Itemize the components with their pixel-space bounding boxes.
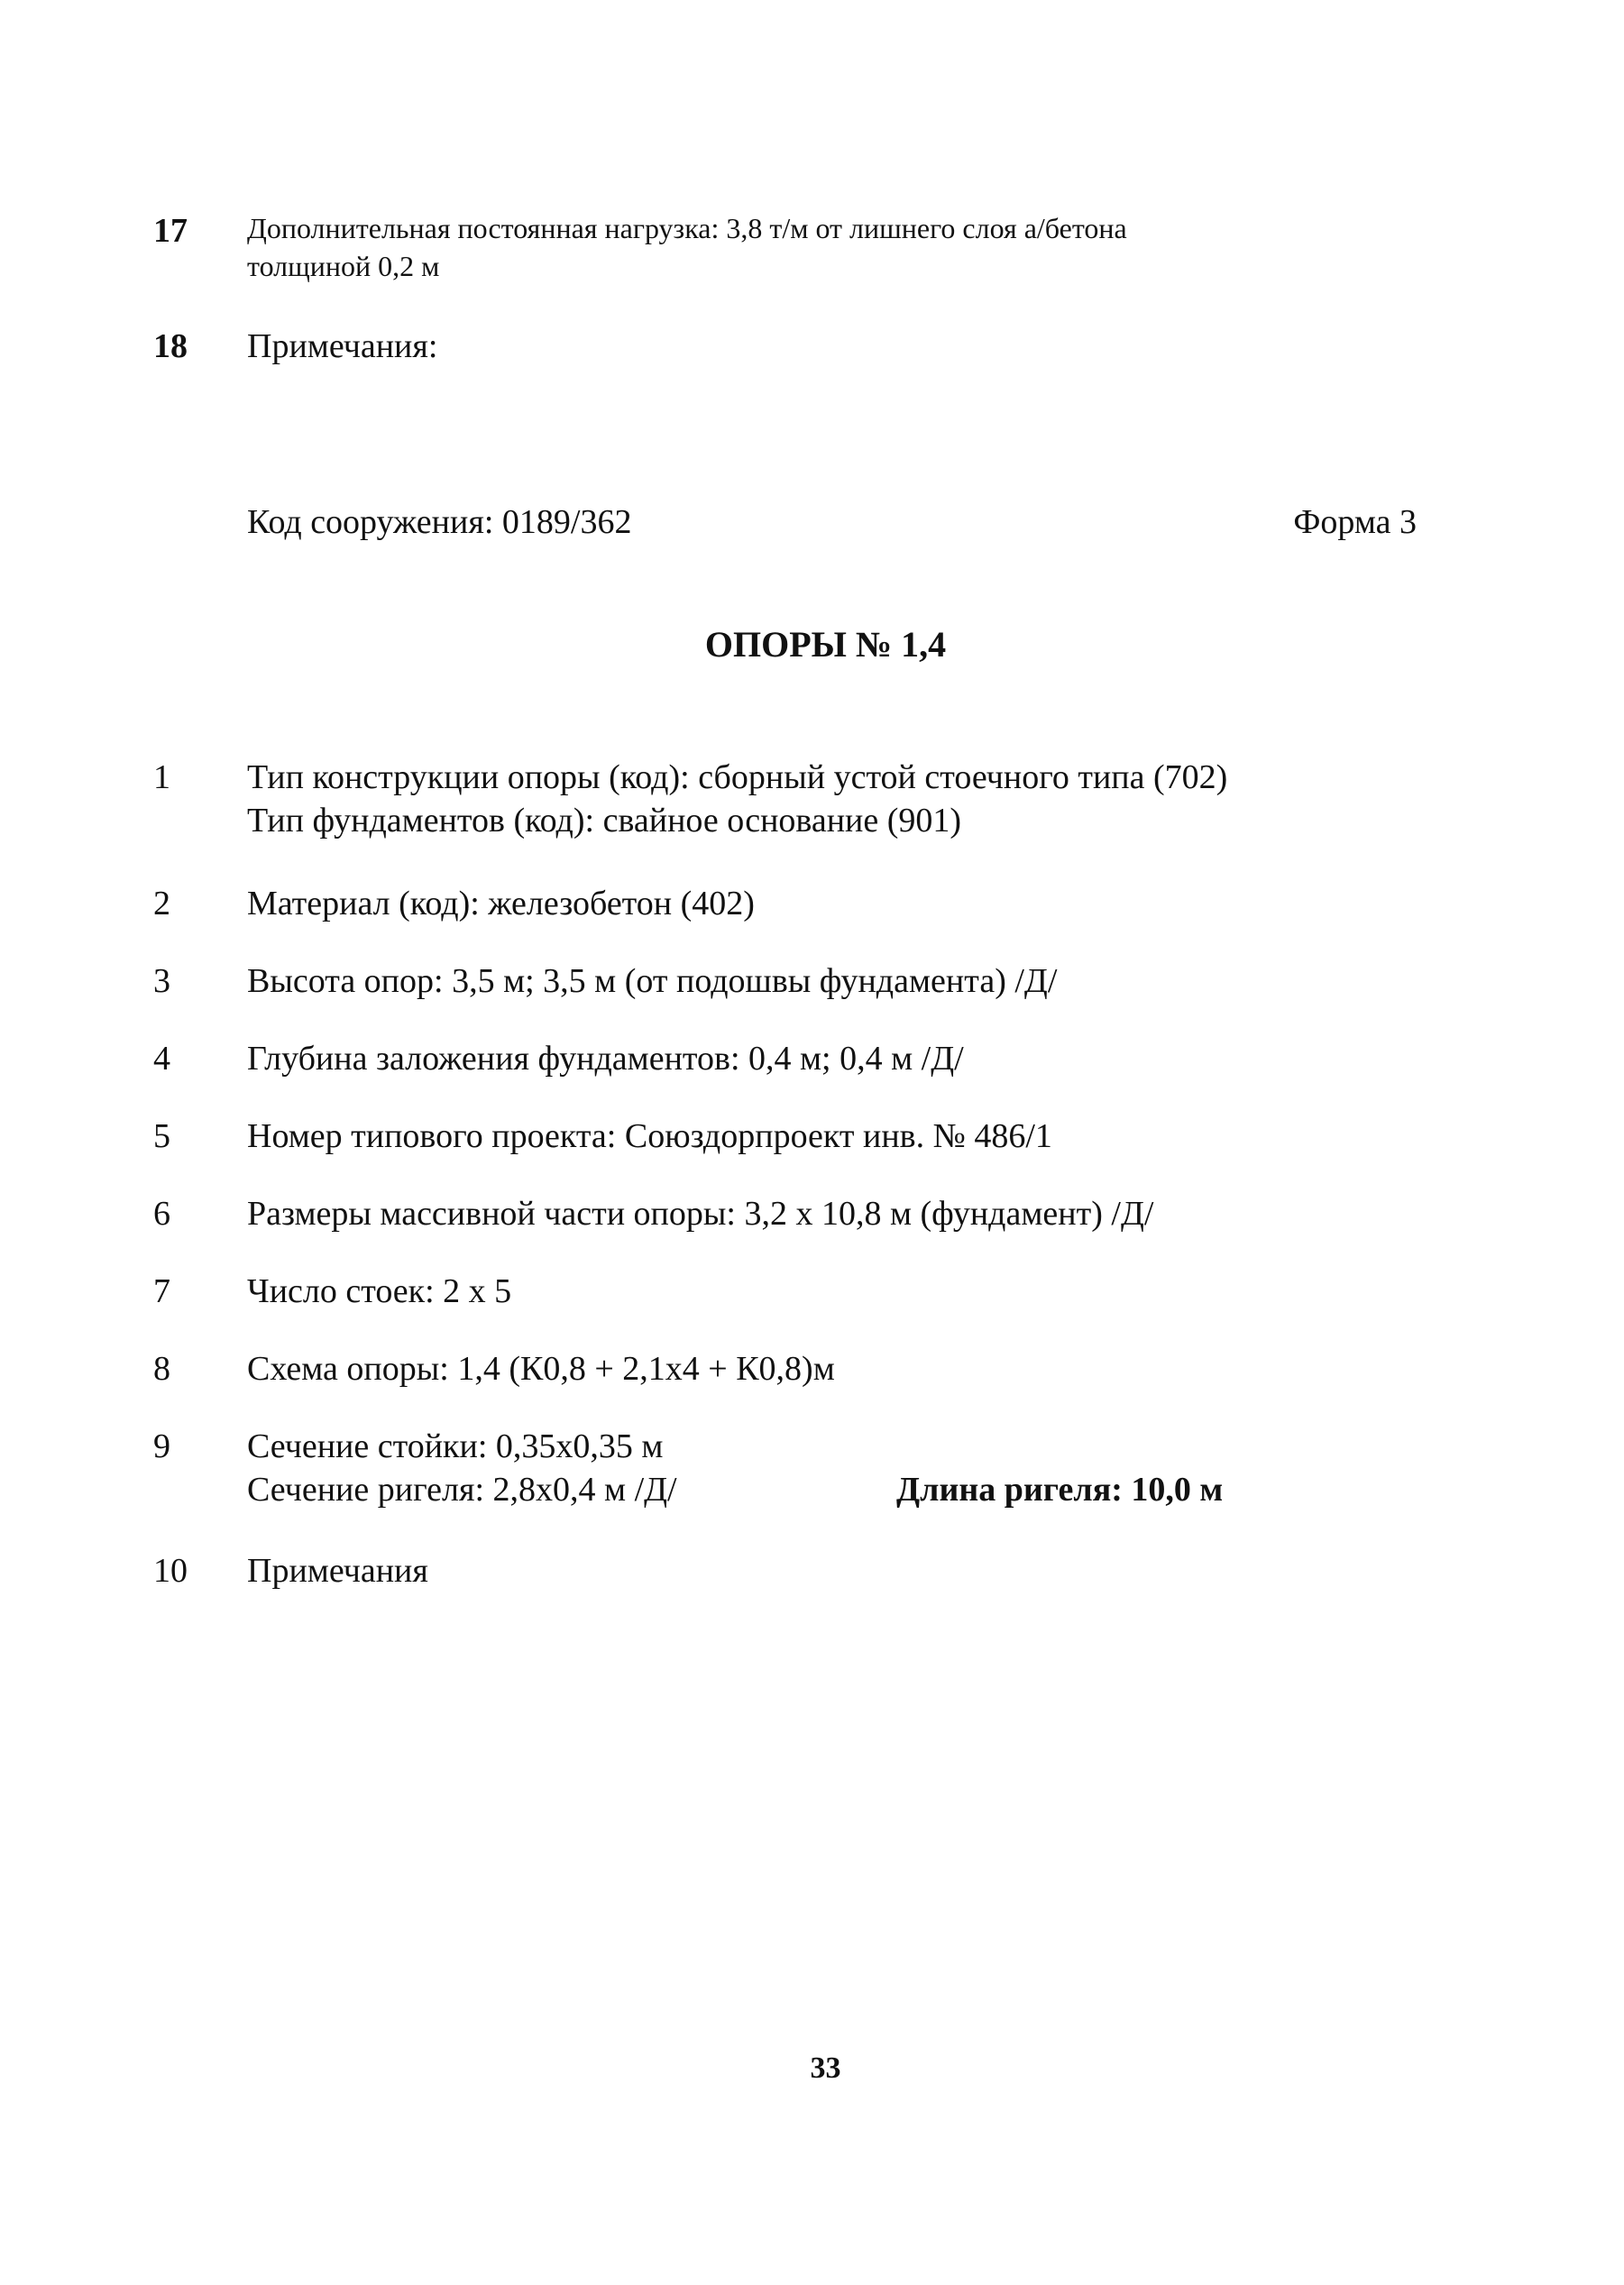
item-number: 4 xyxy=(153,1040,170,1078)
item-text-line1: Высота опор: 3,5 м; 3,5 м (от подошвы фундамента) /Д/ xyxy=(247,962,1058,1000)
item-number: 9 xyxy=(153,1427,170,1465)
item-number: 3 xyxy=(153,962,170,1000)
form-label: Форма 3 xyxy=(1293,503,1417,541)
item-text-line1: Число стоек: 2 х 5 xyxy=(247,1272,512,1310)
item-text-line2-right: Длина ригеля: 10,0 м xyxy=(896,1471,1224,1509)
item-text-line1: Примечания: xyxy=(247,327,438,365)
item-number: 18 xyxy=(153,327,188,365)
item-text-line1: Схема опоры: 1,4 (К0,8 + 2,1х4 + К0,8)м xyxy=(247,1350,835,1388)
item-number: 5 xyxy=(153,1117,170,1155)
item-text-line1: Размеры массивной части опоры: 3,2 х 10,8 м (фундамент) /Д/ xyxy=(247,1195,1154,1233)
item-text-line2-left: Сечение ригеля: 2,8х0,4 м /Д/ xyxy=(247,1471,677,1509)
item-number: 17 xyxy=(153,212,188,250)
page-number: 33 xyxy=(810,2051,841,2085)
item-text-line1: Номер типового проекта: Союздорпроект инв. № 486/1 xyxy=(247,1117,1052,1155)
item-text-line2: Тип фундаментов (код): свайное основание (901) xyxy=(247,802,962,840)
item-number: 2 xyxy=(153,885,170,922)
item-number: 8 xyxy=(153,1350,170,1388)
item-number: 1 xyxy=(153,758,170,796)
item-text-line1: Глубина заложения фундаментов: 0,4 м; 0,4 м /Д/ xyxy=(247,1040,964,1078)
item-number: 10 xyxy=(153,1552,188,1590)
section-heading: ОПОРЫ № 1,4 xyxy=(704,624,947,665)
item-number: 7 xyxy=(153,1272,170,1310)
item-text-line1: Материал (код): железобетон (402) xyxy=(247,885,755,922)
item-text-line1: Дополнительная постоянная нагрузка: 3,8 т/м от лишнего слоя а/бетона xyxy=(247,212,1127,244)
item-text-line1: Тип конструкции опоры (код): сборный устой стоечного типа (702) xyxy=(247,758,1228,796)
item-text-line2: толщиной 0,2 м xyxy=(247,250,440,282)
item-number: 6 xyxy=(153,1195,170,1233)
item-text-line1: Сечение стойки: 0,35х0,35 м xyxy=(247,1427,664,1465)
item-text-line1: Примечания xyxy=(247,1552,428,1590)
structure-code: Код сооружения: 0189/362 xyxy=(247,503,632,541)
item-text-line2 xyxy=(247,1468,1455,1511)
